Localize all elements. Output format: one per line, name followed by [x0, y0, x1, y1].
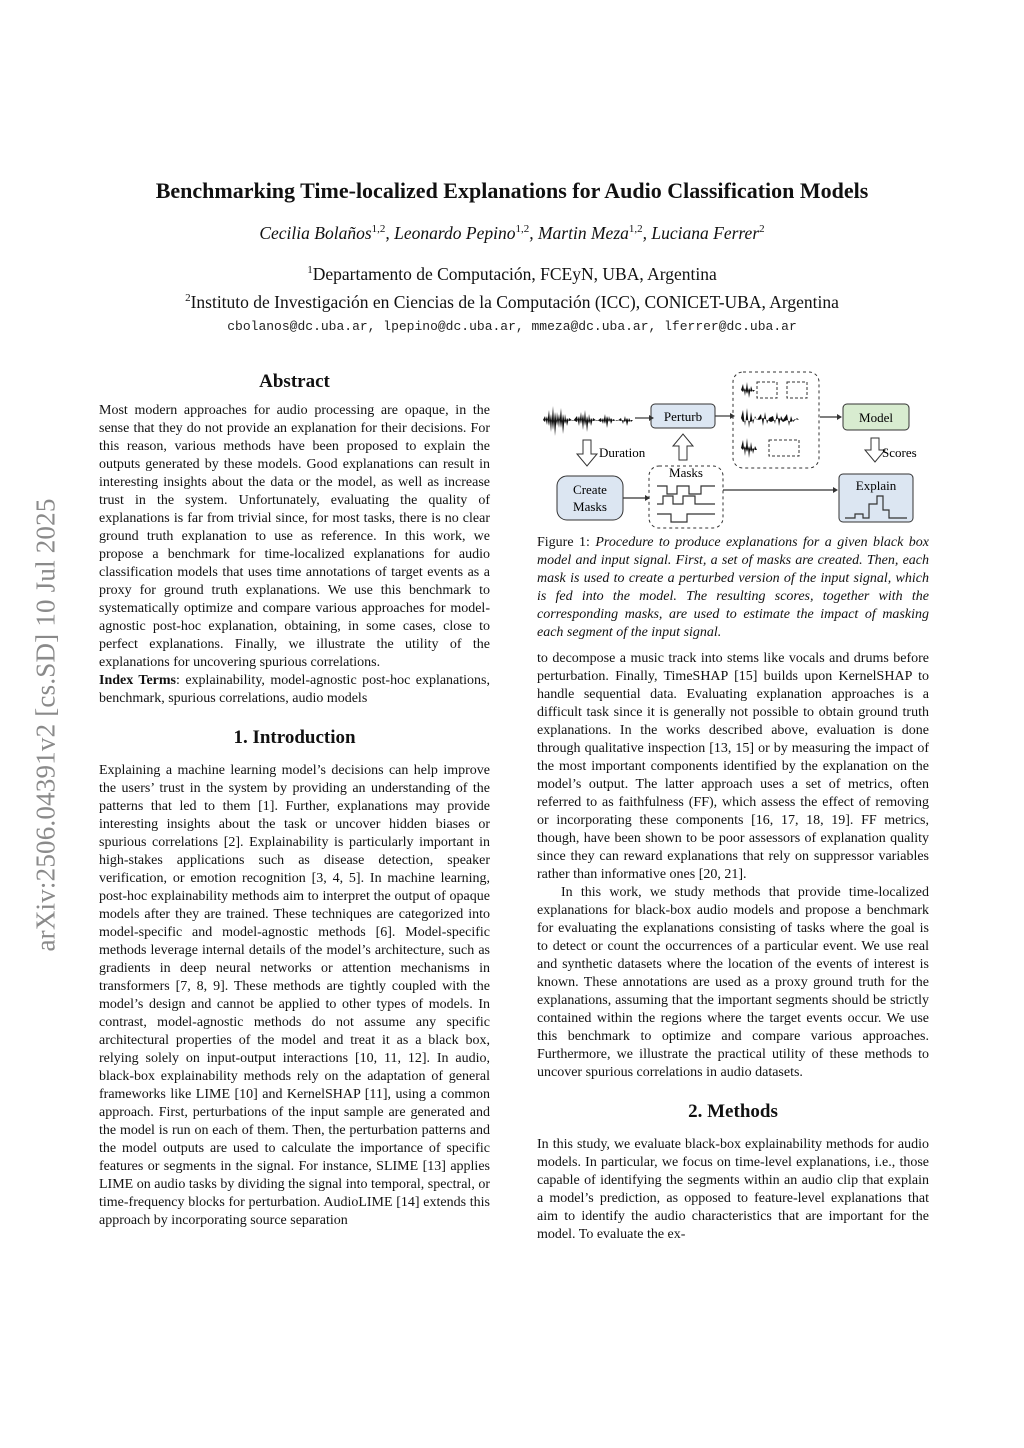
- author: Cecilia Bolaños$^{1,2}$,: [259, 223, 395, 243]
- figure-caption: Figure 1: Procedure to produce explanations for a given black box model and input signal. First, a set of masks are created. Then, each mask is used to create a perturbed version of the input signal, which is fed into the model. The resulting scores, together with the corresponding masks, are used to estimate the impact of masking each segment of the input signal.: [537, 535, 930, 640]
- author: Luciana Ferrer$^2$: [651, 223, 765, 243]
- left-column: [99, 370, 490, 1230]
- author-list: [0, 223, 1024, 244]
- perturbed-waveform-icon: [741, 382, 801, 458]
- scores-label: Scores: [882, 445, 917, 460]
- masks-label: Masks: [669, 465, 703, 480]
- duration-arrow-icon: [577, 440, 597, 466]
- figure-1: [537, 370, 929, 532]
- masked-segment: [757, 382, 777, 398]
- paragraph: to decompose a music track into stems like vocals and drums before perturbation. Finally, TimeSHAP [15] builds upon KernelSHAP to handle sequential data. Evaluating explanation approaches is a difficult task since it is generally not possible to obtain ground truth explanations. In the works described above, evaluation is done through qualitative inspection [13, 15] or by measuring the impact of the most important components identified by the explanation on the model’s output. The latter approach uses a set of metrics, often referred to as faithfulness (FF), which assess the effect of removing or incorporating these components [16, 17, 18, 19]. FF metrics, though, have been shown to be poor assessors of explanation quality since they can reward explanations that rely on suppressor variables rather than informative ones [20, 21].: [537, 651, 929, 882]
- paper-title: Benchmarking Time-localized Explanations for Audio Classification Models: [155, 178, 869, 203]
- abstract-heading: Abstract: [259, 371, 330, 392]
- author: Martin Meza$^{1,2}$,: [537, 223, 652, 243]
- masked-segment: [787, 382, 807, 398]
- introduction-text: Explaining a machine learning model’s decisions can help improve the users’ trust in the system by providing an understanding of the patterns that led to them [1]. Further, explanations may provide interesting insights about the task or uncover hidden biases or spurious correlations [2]. Explainability is particularly important in high-stakes applications such as disease detection, speaker verification, or emotion recognition [3, 4, 5]. In machine learning, post-hoc explainability methods aim to interpret the output of opaque models after they are trained. These techniques are categorized into model-specific and model-agnostic methods [6]. Model-specific methods leverage internal details of the model’s architecture, such as gradients in deep neural networks or attention mechanisms in transformers [7, 8, 9]. These methods are tightly coupled with the model’s design and cannot be applied to other types of models. In contrast, model-agnostic methods do not assume any specific architectural properties of the model and treat it as a black box, relying solely on input-output interactions [10, 11, 12]. In audio, black-box explainability methods rely on the adaptation of general frameworks like LIME [10] and KernelSHAP [11], using a common approach. First, perturbations of the input sample are generated and the model is run on each of them. Then, the perturbation patterns and the model outputs are used to calculate the importance of specific features or segments in the signal. For instance, SLIME [13] applies LIME on audio tasks by dividing the signal into temporal, spectral, or time-frequency blocks for perturbation. AudioLIME [14] extends this approach by incorporating source separation: [99, 763, 490, 1228]
- masks-up-arrow-icon: [673, 434, 693, 460]
- procedure-diagram: [537, 370, 929, 532]
- methods-text: In this study, we evaluate black-box explainability methods for audio models. In particular, we focus on time-level explanations, i.e., those capable of identifying the segments within an audio clip that explain a model’s prediction, as opposed to feature-level explanations that aim to identify the audio characteristics that are important for the model. To evaluate the ex-: [537, 1137, 929, 1242]
- input-waveform-icon: [543, 406, 633, 436]
- author-emails: cbolanos@dc.uba.ar, lpepino@dc.uba.ar, mmeza@dc.uba.ar, lferrer@dc.uba.ar: [227, 318, 797, 334]
- abstract-text: Most modern approaches for audio processing are opaque, in the sense that they do not provide an explanation for their decisions. For this reason, various methods have been proposed to explain the outputs generated by these models. Good explanations can result in interesting insights about the data or the model, as well as increase trust in the system. Unfortunately, evaluating the quality of explanations is far from trivial since, for most tasks, there is no clear ground truth explanation to use as reference. In this work, we propose a benchmark for time-localized explanations for audio classification models that uses time annotations of target events as a proxy for ground truth explanations. We use this benchmark to systematically optimize and compare various approaches for model-agnostic post-hoc explanation, obtaining, in some cases, close to perfect explanations. Finally, we illustrate the utility of the explanations for uncovering spurious correlations.: [99, 403, 490, 670]
- methods-heading: 2. Methods: [688, 1101, 778, 1122]
- explain-label: Explain: [855, 478, 897, 493]
- arrowhead-icon: [833, 487, 838, 493]
- index-terms: Index Terms: explainability, model-agnostic post-hoc explanations, benchmark, spurious correlations, audio models: [99, 673, 490, 706]
- affiliation: $^2$Instituto de Investigación en Ciencias de la Computación (ICC), CONICET-UBA, Argentina: [185, 291, 839, 312]
- arxiv-identifier: arXiv:2506.04391v2 [cs.SD] 10 Jul 2025: [30, 498, 61, 952]
- paragraph: In this work, we study methods that provide time-localized explanations for black-box audio models and propose a benchmark for evaluating the explanations consisting of tasks where the goal is to detect or count the occurrences of a particular event. We use real and synthetic datasets where the location of the events of interest is known. These annotations are used as a proxy ground truth for the explanations, assuming that the important segments should be strictly contained within the regions where the target events occur. We use this benchmark to optimize and compare various approaches. Furthermore, we illustrate the practical utility of these methods to uncover spurious correlations in audio datasets.: [537, 885, 929, 1080]
- right-column: [537, 370, 929, 1244]
- duration-label: Duration: [599, 445, 646, 460]
- author: Leonardo Pepino$^{1,2}$,: [394, 223, 538, 243]
- mask-pattern-icon: [657, 486, 715, 522]
- title-block: [0, 178, 1024, 334]
- masked-segment: [769, 440, 799, 456]
- model-label: Model: [859, 410, 893, 425]
- create-masks-label-line1: Create: [573, 482, 607, 497]
- perturb-label: Perturb: [663, 409, 703, 424]
- introduction-heading: 1. Introduction: [233, 727, 356, 748]
- arrowhead-icon: [837, 414, 842, 420]
- affiliation: $^1$Departamento de Computación, FCEyN, UBA, Argentina: [307, 263, 717, 284]
- create-masks-label-line2: Masks: [573, 499, 607, 514]
